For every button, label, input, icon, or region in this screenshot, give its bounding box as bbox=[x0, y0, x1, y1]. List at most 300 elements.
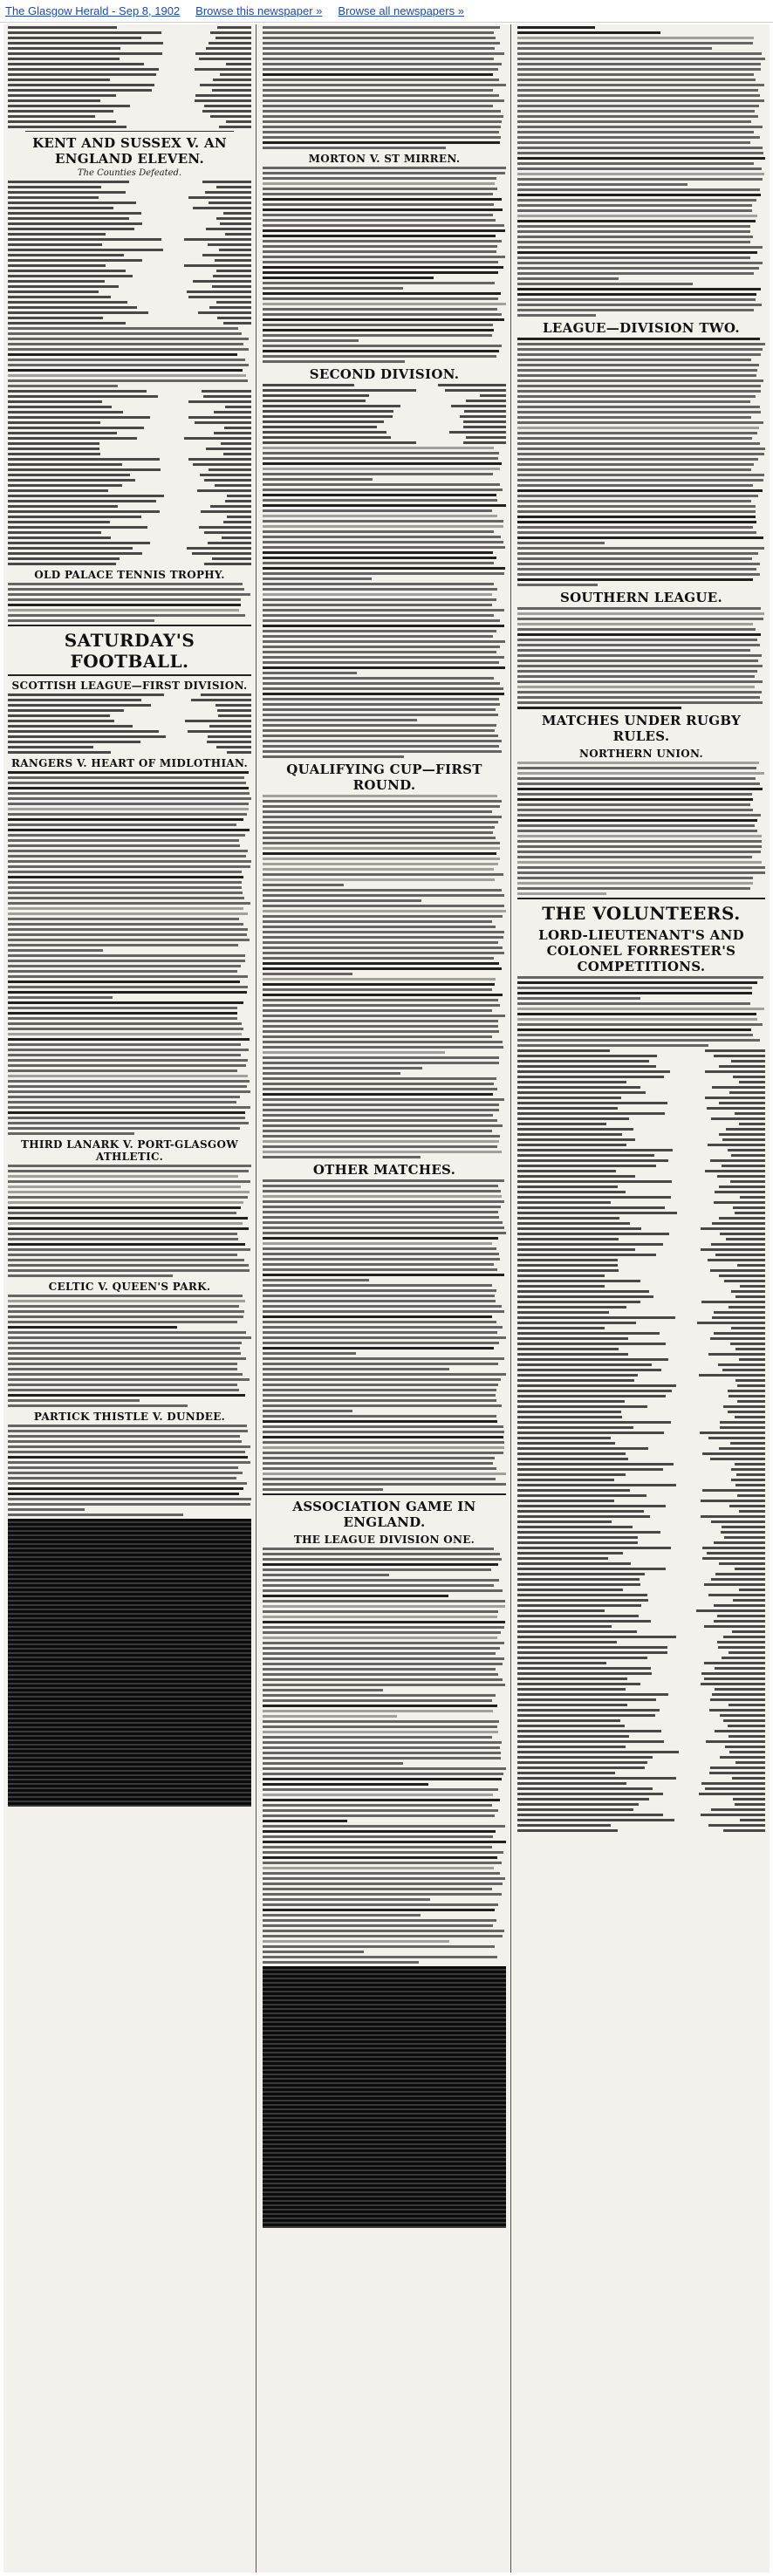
text-line bbox=[263, 1956, 497, 1958]
table-row bbox=[517, 1348, 765, 1350]
text-line bbox=[263, 219, 496, 222]
text-line bbox=[263, 952, 504, 954]
table-row bbox=[8, 270, 251, 272]
table-row bbox=[517, 1133, 765, 1136]
table-row bbox=[8, 557, 251, 560]
text-line bbox=[263, 988, 492, 991]
table-row bbox=[517, 1772, 765, 1774]
text-line bbox=[8, 986, 248, 988]
text-line bbox=[263, 750, 502, 753]
table-row bbox=[517, 1149, 765, 1151]
text-line bbox=[263, 1830, 496, 1833]
table-row bbox=[8, 468, 251, 471]
text-line bbox=[263, 345, 502, 347]
text-line bbox=[263, 1945, 495, 1948]
text-line bbox=[8, 808, 249, 810]
text-line bbox=[8, 1206, 241, 1209]
text-line bbox=[263, 1363, 498, 1365]
text-line bbox=[263, 1274, 504, 1276]
text-line bbox=[263, 1657, 504, 1660]
text-line bbox=[8, 965, 241, 967]
table-row bbox=[8, 243, 251, 246]
text-line bbox=[8, 1191, 250, 1193]
heading-southern-league: SOUTHERN LEAGUE. bbox=[559, 590, 723, 605]
text-line bbox=[8, 614, 245, 617]
text-line bbox=[263, 355, 496, 358]
text-line bbox=[263, 1882, 503, 1885]
table-row bbox=[517, 1049, 765, 1052]
table-row bbox=[517, 1076, 765, 1078]
table-row bbox=[8, 306, 251, 309]
text-line bbox=[263, 1410, 352, 1412]
table-row bbox=[263, 415, 506, 418]
dark-scan-area-2 bbox=[263, 1966, 506, 2228]
table-row bbox=[8, 400, 251, 403]
text-line bbox=[517, 892, 606, 895]
text-line bbox=[263, 1951, 364, 1953]
text-line bbox=[263, 1736, 492, 1739]
text-line bbox=[517, 157, 765, 160]
text-line bbox=[8, 991, 247, 994]
text-line bbox=[263, 983, 495, 986]
text-line bbox=[517, 782, 760, 785]
text-line bbox=[8, 1456, 248, 1459]
table-row bbox=[517, 1505, 765, 1507]
text-line bbox=[263, 1647, 500, 1650]
text-line bbox=[517, 516, 756, 518]
text-line bbox=[263, 894, 504, 897]
text-line bbox=[263, 577, 372, 580]
text-line bbox=[263, 1924, 493, 1927]
text-line bbox=[517, 215, 757, 217]
table-row bbox=[517, 1175, 765, 1178]
text-line bbox=[263, 193, 493, 195]
column2-top-text bbox=[263, 26, 506, 149]
text-line bbox=[8, 960, 245, 962]
text-line bbox=[8, 792, 250, 795]
text-line bbox=[263, 1563, 498, 1566]
text-line bbox=[517, 1044, 708, 1047]
text-line bbox=[263, 703, 500, 706]
text-line bbox=[263, 1788, 498, 1791]
table-row bbox=[517, 1311, 765, 1314]
text-line bbox=[263, 1321, 496, 1323]
text-line bbox=[263, 967, 502, 970]
text-line bbox=[263, 1762, 403, 1765]
table-row bbox=[263, 394, 506, 397]
text-line bbox=[263, 858, 500, 860]
text-line bbox=[8, 327, 238, 330]
text-line bbox=[517, 293, 756, 296]
text-line bbox=[8, 1461, 250, 1464]
text-line bbox=[263, 863, 498, 865]
text-line bbox=[517, 225, 750, 228]
text-line bbox=[8, 1059, 248, 1062]
table-row bbox=[517, 1589, 765, 1591]
table-row bbox=[517, 1358, 765, 1361]
text-line bbox=[263, 136, 501, 139]
text-line bbox=[517, 573, 760, 576]
text-line bbox=[517, 675, 755, 678]
text-line bbox=[8, 338, 249, 340]
text-line bbox=[263, 182, 495, 185]
text-line bbox=[263, 1436, 503, 1438]
heading-morton-st-mirren: MORTON V. ST MIRREN. bbox=[308, 153, 461, 165]
text-line bbox=[8, 954, 245, 957]
text-line bbox=[263, 1898, 430, 1901]
text-line bbox=[263, 551, 493, 554]
text-line bbox=[263, 1851, 503, 1854]
text-line bbox=[8, 1132, 134, 1135]
text-line bbox=[263, 229, 505, 232]
text-line bbox=[263, 1767, 506, 1770]
text-line bbox=[263, 271, 498, 274]
table-row bbox=[517, 1599, 765, 1602]
table-row bbox=[517, 1473, 765, 1476]
cricket-report-text bbox=[8, 327, 251, 387]
table-row bbox=[517, 1327, 765, 1329]
text-line bbox=[263, 1558, 502, 1561]
table-row bbox=[8, 52, 251, 55]
text-line bbox=[8, 1342, 242, 1344]
text-line bbox=[517, 241, 750, 243]
text-line bbox=[8, 1038, 250, 1041]
table-row bbox=[8, 31, 251, 34]
table-row bbox=[263, 441, 506, 444]
text-line bbox=[517, 47, 712, 50]
table-row bbox=[517, 1777, 765, 1780]
table-row bbox=[517, 1374, 765, 1377]
text-line bbox=[263, 1616, 497, 1618]
text-line bbox=[263, 1124, 503, 1127]
table-row bbox=[517, 1159, 765, 1162]
text-line bbox=[263, 1130, 492, 1132]
text-line bbox=[263, 188, 497, 190]
table-row bbox=[8, 217, 251, 220]
text-line bbox=[517, 762, 759, 764]
heading-the-volunteers: THE VOLUNTEERS. bbox=[542, 903, 741, 924]
text-line bbox=[263, 735, 498, 737]
table-row bbox=[517, 1128, 765, 1131]
table-row bbox=[517, 1677, 765, 1680]
text-line bbox=[263, 936, 503, 939]
table-row bbox=[517, 1500, 765, 1502]
browse-newspaper-link[interactable]: Browse this newspaper » bbox=[195, 4, 323, 17]
text-line bbox=[517, 58, 765, 60]
text-line bbox=[8, 1201, 243, 1204]
table-row bbox=[8, 552, 251, 555]
text-line bbox=[263, 593, 492, 596]
text-line bbox=[517, 236, 753, 238]
text-line bbox=[517, 474, 764, 476]
heading-scottish-league-first: SCOTTISH LEAGUE—FIRST DIVISION. bbox=[11, 680, 248, 692]
text-line bbox=[517, 809, 753, 811]
table-row bbox=[517, 1243, 765, 1246]
text-line bbox=[8, 369, 243, 372]
text-line bbox=[8, 1028, 243, 1030]
text-line bbox=[517, 63, 761, 65]
text-line bbox=[8, 1472, 243, 1474]
table-row bbox=[517, 1761, 765, 1764]
table-row bbox=[8, 68, 251, 71]
table-row bbox=[517, 1803, 765, 1806]
text-line bbox=[517, 453, 764, 455]
table-row bbox=[263, 436, 506, 439]
text-line bbox=[517, 105, 759, 107]
text-line bbox=[263, 1595, 448, 1597]
text-line bbox=[517, 359, 751, 361]
text-line bbox=[263, 1678, 503, 1681]
table-row bbox=[8, 741, 251, 743]
third-lanark-report-text bbox=[8, 1165, 251, 1277]
table-row bbox=[8, 296, 251, 298]
table-row bbox=[517, 1568, 765, 1570]
shooting-scores-table bbox=[517, 1049, 765, 1413]
text-line bbox=[8, 944, 238, 946]
text-line bbox=[263, 1462, 493, 1465]
text-line bbox=[517, 1028, 751, 1031]
text-line bbox=[263, 873, 503, 876]
text-line bbox=[263, 646, 500, 648]
text-line bbox=[8, 1336, 251, 1339]
table-row bbox=[517, 1233, 765, 1235]
text-line bbox=[8, 1101, 236, 1104]
table-row bbox=[8, 37, 251, 39]
text-line bbox=[517, 707, 681, 709]
text-line bbox=[263, 1467, 496, 1470]
text-line bbox=[263, 1098, 504, 1101]
text-line bbox=[263, 1548, 494, 1550]
text-line bbox=[263, 719, 417, 721]
text-line bbox=[263, 1227, 504, 1229]
text-line bbox=[517, 871, 765, 874]
table-row bbox=[8, 99, 251, 102]
text-line bbox=[8, 1326, 177, 1329]
text-line bbox=[8, 1513, 183, 1516]
text-line bbox=[8, 359, 245, 361]
text-line bbox=[263, 1237, 498, 1240]
text-line bbox=[8, 1007, 237, 1009]
text-line bbox=[263, 1135, 500, 1138]
text-line bbox=[263, 1914, 421, 1917]
text-line bbox=[263, 1600, 505, 1602]
text-line bbox=[263, 1389, 496, 1391]
text-line bbox=[8, 1080, 250, 1083]
heading-rugby-rules: MATCHES UNDER RUGBY RULES. bbox=[541, 713, 742, 744]
text-line bbox=[8, 1049, 249, 1051]
text-line bbox=[517, 798, 753, 801]
text-line bbox=[263, 1035, 492, 1038]
text-line bbox=[263, 1746, 500, 1749]
table-row bbox=[8, 259, 251, 262]
table-row bbox=[517, 1609, 765, 1612]
table-row bbox=[8, 280, 251, 283]
table-row bbox=[8, 531, 251, 534]
text-line bbox=[263, 47, 495, 50]
text-line bbox=[8, 975, 248, 978]
table-row bbox=[517, 1604, 765, 1607]
table-row bbox=[8, 489, 251, 492]
text-line bbox=[263, 318, 504, 321]
text-line bbox=[8, 996, 113, 999]
text-line bbox=[263, 303, 506, 305]
table-row bbox=[517, 1646, 765, 1649]
newspaper-title-link[interactable]: The Glasgow Herald - Sep 8, 1902 bbox=[5, 4, 181, 17]
text-line bbox=[8, 892, 243, 894]
text-line bbox=[517, 612, 764, 615]
table-row bbox=[8, 505, 251, 508]
table-row bbox=[517, 1808, 765, 1811]
text-line bbox=[8, 1321, 237, 1323]
table-row bbox=[8, 390, 251, 393]
text-line bbox=[263, 635, 493, 638]
text-line bbox=[8, 981, 240, 983]
table-row bbox=[517, 1819, 765, 1821]
text-line bbox=[263, 698, 499, 700]
table-row bbox=[517, 1227, 765, 1230]
table-row bbox=[8, 317, 251, 319]
text-line bbox=[517, 194, 761, 196]
text-line bbox=[263, 1741, 502, 1744]
table-row bbox=[8, 94, 251, 97]
text-line bbox=[263, 1579, 499, 1582]
text-line bbox=[8, 343, 243, 345]
text-line bbox=[517, 659, 758, 662]
text-line bbox=[517, 31, 660, 34]
text-line bbox=[263, 1856, 497, 1859]
table-row bbox=[517, 1201, 765, 1204]
text-line bbox=[8, 348, 249, 351]
text-line bbox=[517, 777, 756, 780]
text-line bbox=[263, 214, 493, 216]
text-line bbox=[263, 1877, 505, 1880]
text-line bbox=[263, 1015, 505, 1017]
text-line bbox=[263, 651, 496, 653]
text-line bbox=[517, 463, 754, 466]
newspaper-page bbox=[3, 24, 770, 2573]
text-line bbox=[263, 37, 496, 39]
text-line bbox=[8, 1170, 249, 1172]
text-line bbox=[263, 915, 503, 918]
table-row bbox=[517, 1662, 765, 1664]
table-row bbox=[517, 1212, 765, 1214]
table-row bbox=[517, 1620, 765, 1623]
text-line bbox=[8, 928, 248, 931]
text-line bbox=[8, 1196, 248, 1199]
table-row bbox=[517, 1704, 765, 1706]
table-row bbox=[8, 427, 251, 429]
text-line bbox=[263, 1605, 505, 1608]
text-line bbox=[263, 1820, 347, 1822]
heading-second-division: SECOND DIVISION. bbox=[309, 366, 460, 382]
table-row bbox=[8, 79, 251, 81]
table-row bbox=[517, 1416, 765, 1418]
text-line bbox=[263, 640, 505, 643]
text-line bbox=[517, 1034, 753, 1036]
table-row bbox=[517, 1688, 765, 1691]
table-row bbox=[517, 1055, 765, 1057]
text-line bbox=[517, 1039, 760, 1042]
table-row bbox=[517, 1547, 765, 1549]
text-line bbox=[8, 1300, 245, 1302]
text-line bbox=[517, 68, 761, 71]
text-line bbox=[517, 803, 750, 806]
table-row bbox=[8, 474, 251, 476]
text-line bbox=[517, 830, 757, 832]
text-line bbox=[263, 360, 405, 363]
text-line bbox=[263, 816, 502, 818]
text-line bbox=[8, 609, 239, 612]
text-line bbox=[517, 304, 762, 306]
text-line bbox=[263, 852, 496, 855]
text-line bbox=[263, 1263, 494, 1266]
text-line bbox=[263, 1056, 499, 1059]
text-line bbox=[8, 813, 247, 816]
text-line bbox=[8, 829, 250, 831]
browse-all-newspapers-link[interactable]: Browse all newspapers » bbox=[338, 4, 464, 17]
text-line bbox=[517, 94, 760, 97]
text-line bbox=[263, 473, 493, 475]
text-line bbox=[517, 89, 758, 92]
text-line bbox=[517, 204, 752, 207]
table-row bbox=[517, 1735, 765, 1738]
table-row bbox=[8, 406, 251, 408]
text-line bbox=[263, 1472, 506, 1475]
text-line bbox=[263, 1247, 496, 1250]
text-line bbox=[263, 1211, 498, 1213]
text-line bbox=[263, 1930, 504, 1932]
text-line bbox=[8, 1106, 250, 1109]
table-row bbox=[517, 1070, 765, 1073]
text-line bbox=[517, 288, 761, 290]
table-row bbox=[263, 389, 506, 392]
text-line bbox=[263, 962, 499, 965]
text-line bbox=[263, 847, 500, 850]
table-row bbox=[517, 1494, 765, 1497]
text-line bbox=[263, 105, 493, 107]
text-line bbox=[517, 824, 755, 827]
text-line bbox=[263, 546, 505, 549]
text-line bbox=[8, 1368, 237, 1370]
text-line bbox=[263, 1399, 496, 1402]
text-line bbox=[263, 562, 494, 564]
text-line bbox=[517, 851, 761, 853]
text-line bbox=[517, 793, 752, 796]
text-line bbox=[263, 1568, 491, 1571]
text-line bbox=[517, 1018, 757, 1021]
text-line bbox=[263, 478, 373, 481]
text-line bbox=[263, 489, 503, 491]
text-line bbox=[517, 628, 756, 631]
text-line bbox=[517, 542, 605, 544]
text-line bbox=[263, 1626, 504, 1629]
text-line bbox=[517, 385, 761, 387]
text-line bbox=[263, 292, 501, 295]
text-line bbox=[263, 1773, 503, 1775]
text-line bbox=[263, 604, 492, 606]
text-line bbox=[517, 183, 687, 186]
text-line bbox=[8, 379, 248, 382]
text-line bbox=[517, 1008, 764, 1010]
text-line bbox=[263, 1394, 496, 1397]
table-row bbox=[517, 1353, 765, 1356]
text-line bbox=[8, 1233, 237, 1235]
table-row bbox=[8, 437, 251, 440]
table-row bbox=[263, 410, 506, 413]
table-row bbox=[517, 1390, 765, 1392]
table-row bbox=[8, 191, 251, 194]
table-row bbox=[517, 1672, 765, 1675]
